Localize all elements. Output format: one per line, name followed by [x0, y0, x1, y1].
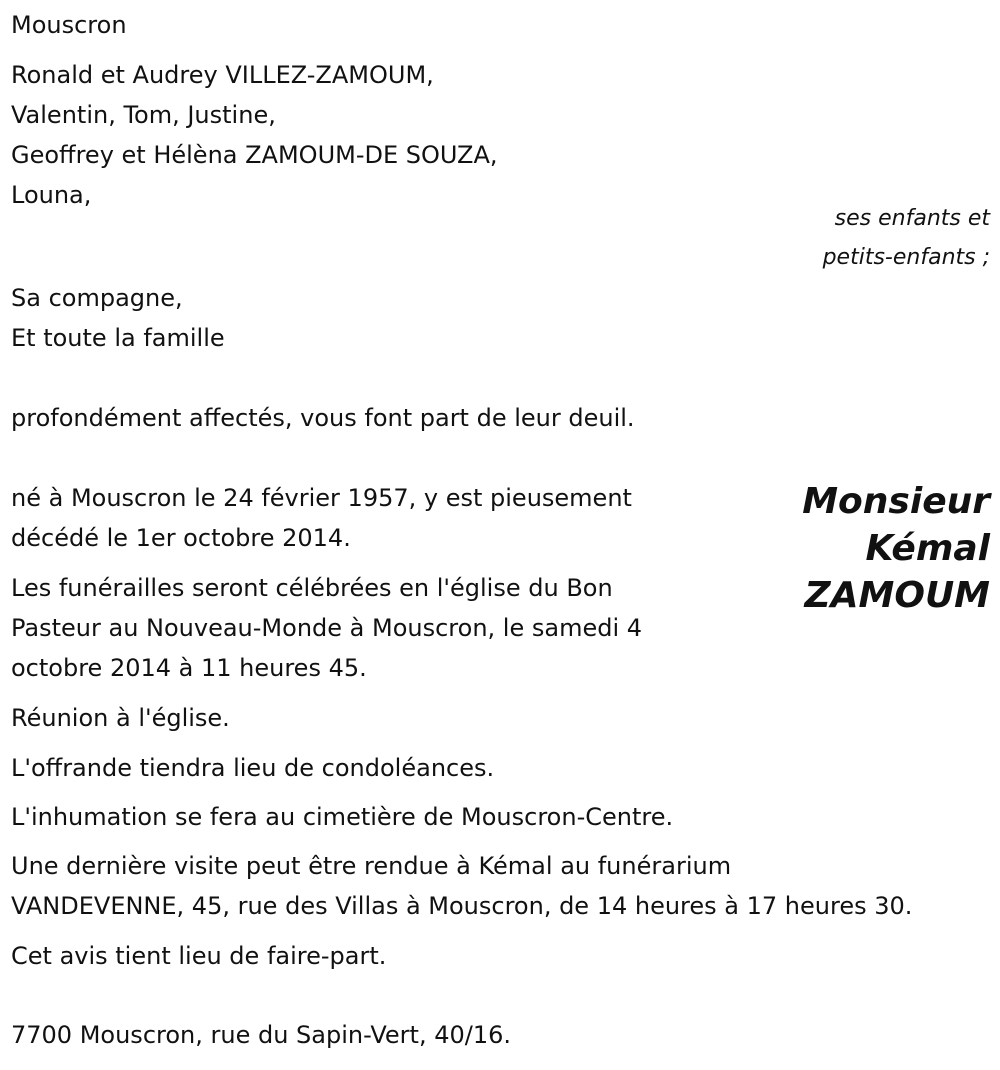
visit-line: Une dernière visite peut être rendue à Kémal au funérarium — [11, 852, 732, 880]
meeting-line: Réunion à l'église. — [11, 704, 230, 732]
funeral-line: Les funérailles seront célébrées en l'église du Bon — [11, 574, 613, 602]
offering-line: L'offrande tiendra lieu de condoléances. — [11, 754, 495, 782]
visit-line: VANDEVENNE, 45, rue des Villas à Mouscron, de 14 heures à 17 heures 30. — [11, 892, 913, 920]
deceased-last-name: ZAMOUM — [804, 575, 990, 616]
relation-line: petits-enfants ; — [822, 245, 990, 270]
relation-line: ses enfants et — [834, 206, 990, 231]
deceased-first-name: Kémal — [865, 528, 990, 569]
announcement: profondément affectés, vous font part de leur deuil. — [11, 404, 635, 432]
family-line: Louna, — [11, 181, 92, 209]
deceased-title: Monsieur — [802, 481, 990, 522]
whole-family-line: Et toute la famille — [11, 324, 225, 352]
family-line: Valentin, Tom, Justine, — [11, 101, 276, 129]
funeral-line: Pasteur au Nouveau-Monde à Mouscron, le samedi 4 — [11, 614, 643, 642]
burial-line: L'inhumation se fera au cimetière de Mouscron-Centre. — [11, 803, 674, 831]
address-line: 7700 Mouscron, rue du Sapin-Vert, 40/16. — [11, 1021, 512, 1049]
notice-line: Cet avis tient lieu de faire-part. — [11, 942, 387, 970]
birth-death-line: décédé le 1er octobre 2014. — [11, 524, 351, 552]
companion-line: Sa compagne, — [11, 284, 183, 312]
funeral-line: octobre 2014 à 11 heures 45. — [11, 654, 367, 682]
family-line: Geoffrey et Hélèna ZAMOUM-DE SOUZA, — [11, 141, 498, 169]
city-header: Mouscron — [11, 11, 127, 39]
birth-death-line: né à Mouscron le 24 février 1957, y est pieusement — [11, 484, 632, 512]
deceased-name — [802, 478, 990, 619]
family-line: Ronald et Audrey VILLEZ-ZAMOUM, — [11, 61, 434, 89]
